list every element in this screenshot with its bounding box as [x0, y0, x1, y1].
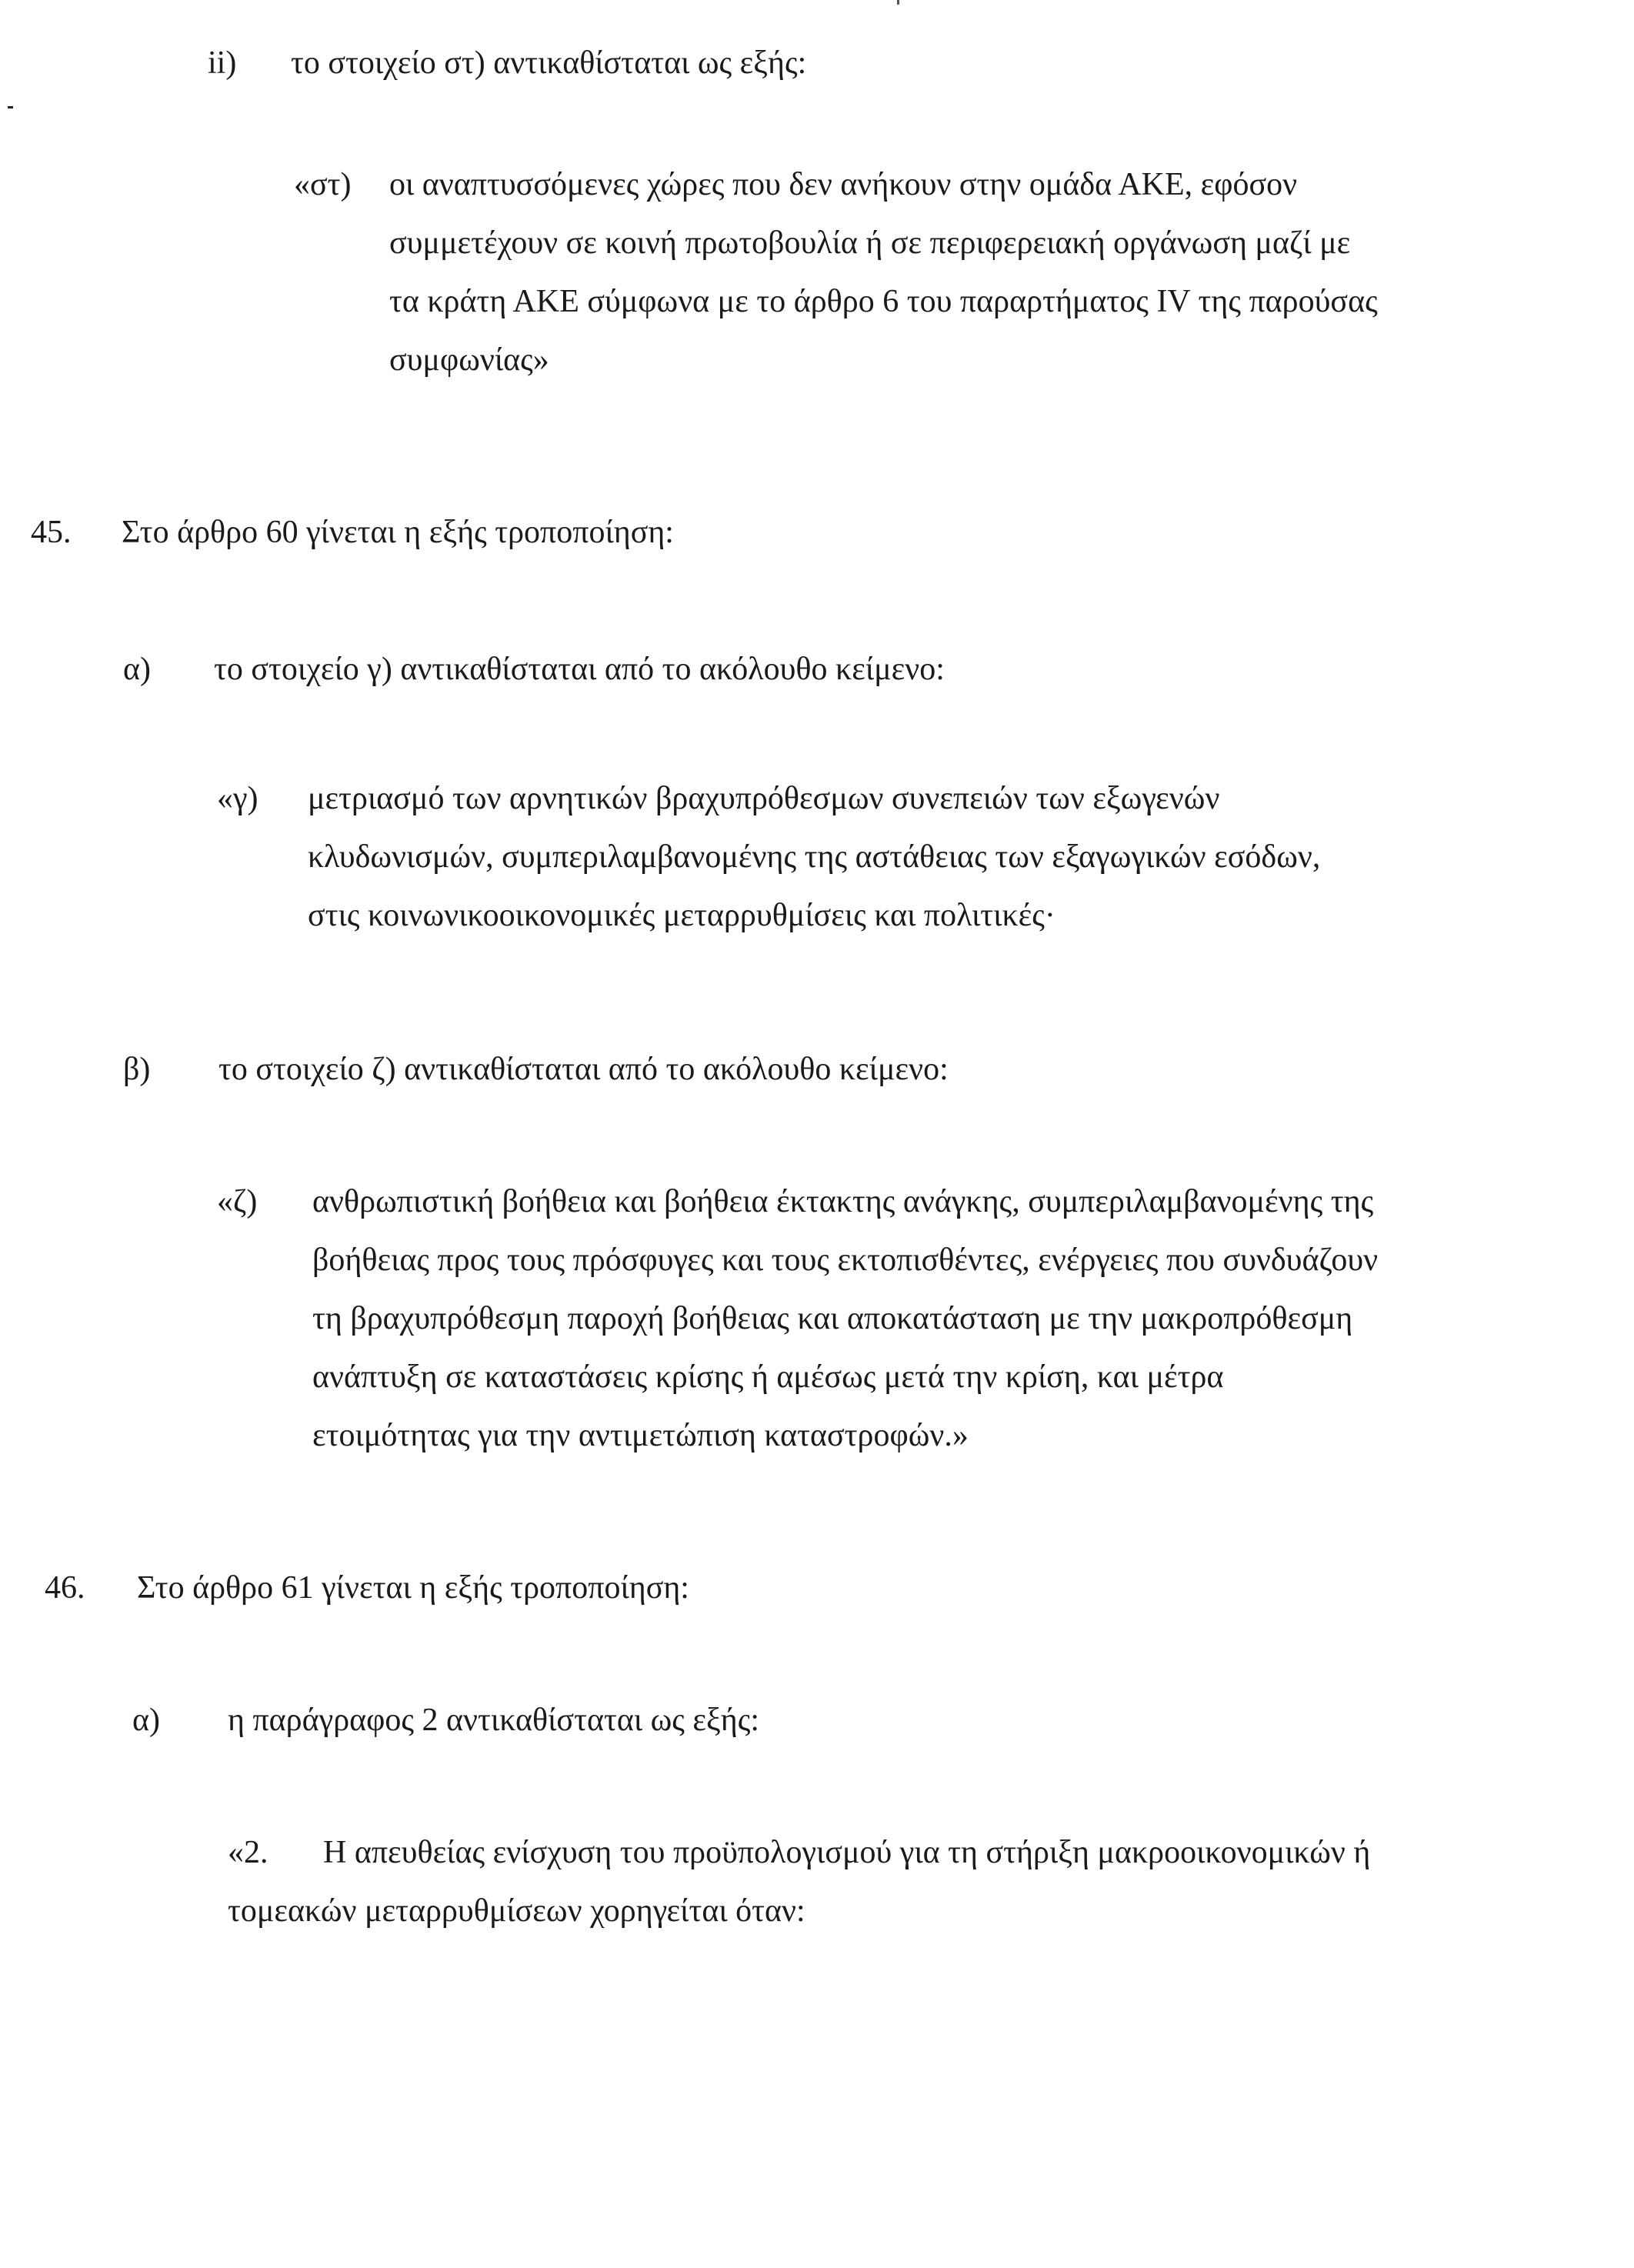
item-45-text: Στο άρθρο 60 γίνεται η εξής τροποποίηση:	[122, 515, 674, 550]
quote-2-body	[228, 1823, 1566, 1940]
quote-g	[217, 769, 1539, 945]
quote-st-line: συμφωνίας»	[389, 342, 549, 378]
quote-z-line: ανθρωπιστική βοήθεια και βοήθεια έκτακτης ανάγκης, συμπεριλαμβανομένης της	[312, 1184, 1374, 1219]
quote-st	[294, 155, 1528, 389]
item-46-text: Στο άρθρο 61 γίνεται η εξής τροποποίηση:	[137, 1570, 689, 1606]
quote-st-line: τα κράτη ΑΚΕ σύμφωνα με το άρθρο 6 του παραρτήματος IV της παρούσας	[389, 284, 1378, 319]
item-45-a-text: το στοιχείο γ) αντικαθίσταται από το ακόλουθο κείμενο:	[214, 652, 945, 687]
quote-z-line: ανάπτυξη σε καταστάσεις κρίσης ή αμέσως μετά την κρίση, και μέτρα	[312, 1359, 1224, 1395]
quote-2-line: τομεακών μεταρρυθμίσεων χορηγείται όταν:	[228, 1893, 805, 1929]
item-45-b-text: το στοιχείο ζ) αντικαθίσταται από το ακόλουθο κείμενο:	[218, 1052, 949, 1087]
scan-artifact-left	[8, 106, 13, 108]
quote-st-marker: «στ)	[294, 167, 352, 202]
item-46	[45, 1559, 689, 1617]
point-ii-text: το στοιχείο στ) αντικαθίσταται ως εξής:	[291, 45, 807, 81]
quote-st-body	[389, 155, 1528, 389]
quote-g-body	[308, 769, 1539, 945]
item-46-a	[132, 1691, 759, 1749]
item-45-marker: 45.	[31, 515, 72, 550]
item-45-b-marker: β)	[123, 1052, 151, 1087]
quote-z-line: βοήθειας προς τους πρόσφυγες και τους εκτοπισθέντες, ενέργειες που συνδυάζουν	[312, 1242, 1379, 1278]
point-ii-marker: ii)	[208, 45, 237, 81]
quote-g-marker: «γ)	[217, 781, 258, 816]
quote-z	[217, 1172, 1605, 1465]
item-45-a-marker: α)	[123, 652, 151, 687]
quote-2-marker: «2.	[228, 1835, 268, 1870]
quote-z-line: τη βραχυπρόθεσμη παροχή βοήθειας και αποκατάσταση με την μακροπρόθεσμη	[312, 1301, 1353, 1336]
quote-st-line: οι αναπτυσσόμενες χώρες που δεν ανήκουν στην ομάδα ΑΚΕ, εφόσον	[389, 167, 1298, 202]
quote-g-line: στις κοινωνικοοικονομικές μεταρρυθμίσεις και πολιτικές·	[308, 898, 1055, 933]
quote-2-line: Η απευθείας ενίσχυση του προϋπολογισμού για τη στήριξη μακροοικονομικών ή	[323, 1835, 1371, 1870]
item-45-b	[123, 1040, 949, 1099]
item-46-a-marker: α)	[132, 1703, 160, 1738]
item-46-marker: 46.	[45, 1570, 85, 1606]
quote-z-marker: «ζ)	[217, 1184, 258, 1219]
quote-st-line: συμμετέχουν σε κοινή πρωτοβουλία ή σε περιφερειακή οργάνωση μαζί με	[389, 225, 1351, 261]
point-ii	[208, 34, 806, 92]
item-45-a	[123, 640, 945, 699]
item-46-a-text: η παράγραφος 2 αντικαθίσταται ως εξής:	[228, 1703, 760, 1738]
quote-2-line-first	[228, 1823, 1566, 1882]
quote-2	[228, 1823, 1566, 1940]
quote-g-line: μετριασμό των αρνητικών βραχυπρόθεσμων συνεπειών των εξωγενών	[308, 781, 1220, 816]
quote-z-body	[312, 1172, 1605, 1465]
item-45	[31, 503, 674, 562]
quote-g-line: κλυδωνισμών, συμπεριλαμβανομένης της αστάθειας των εξαγωγικών εσόδων,	[308, 839, 1321, 875]
quote-z-line: ετοιμότητας για την αντιμετώπιση καταστροφών.»	[312, 1418, 969, 1453]
scan-artifact-top	[897, 0, 899, 5]
